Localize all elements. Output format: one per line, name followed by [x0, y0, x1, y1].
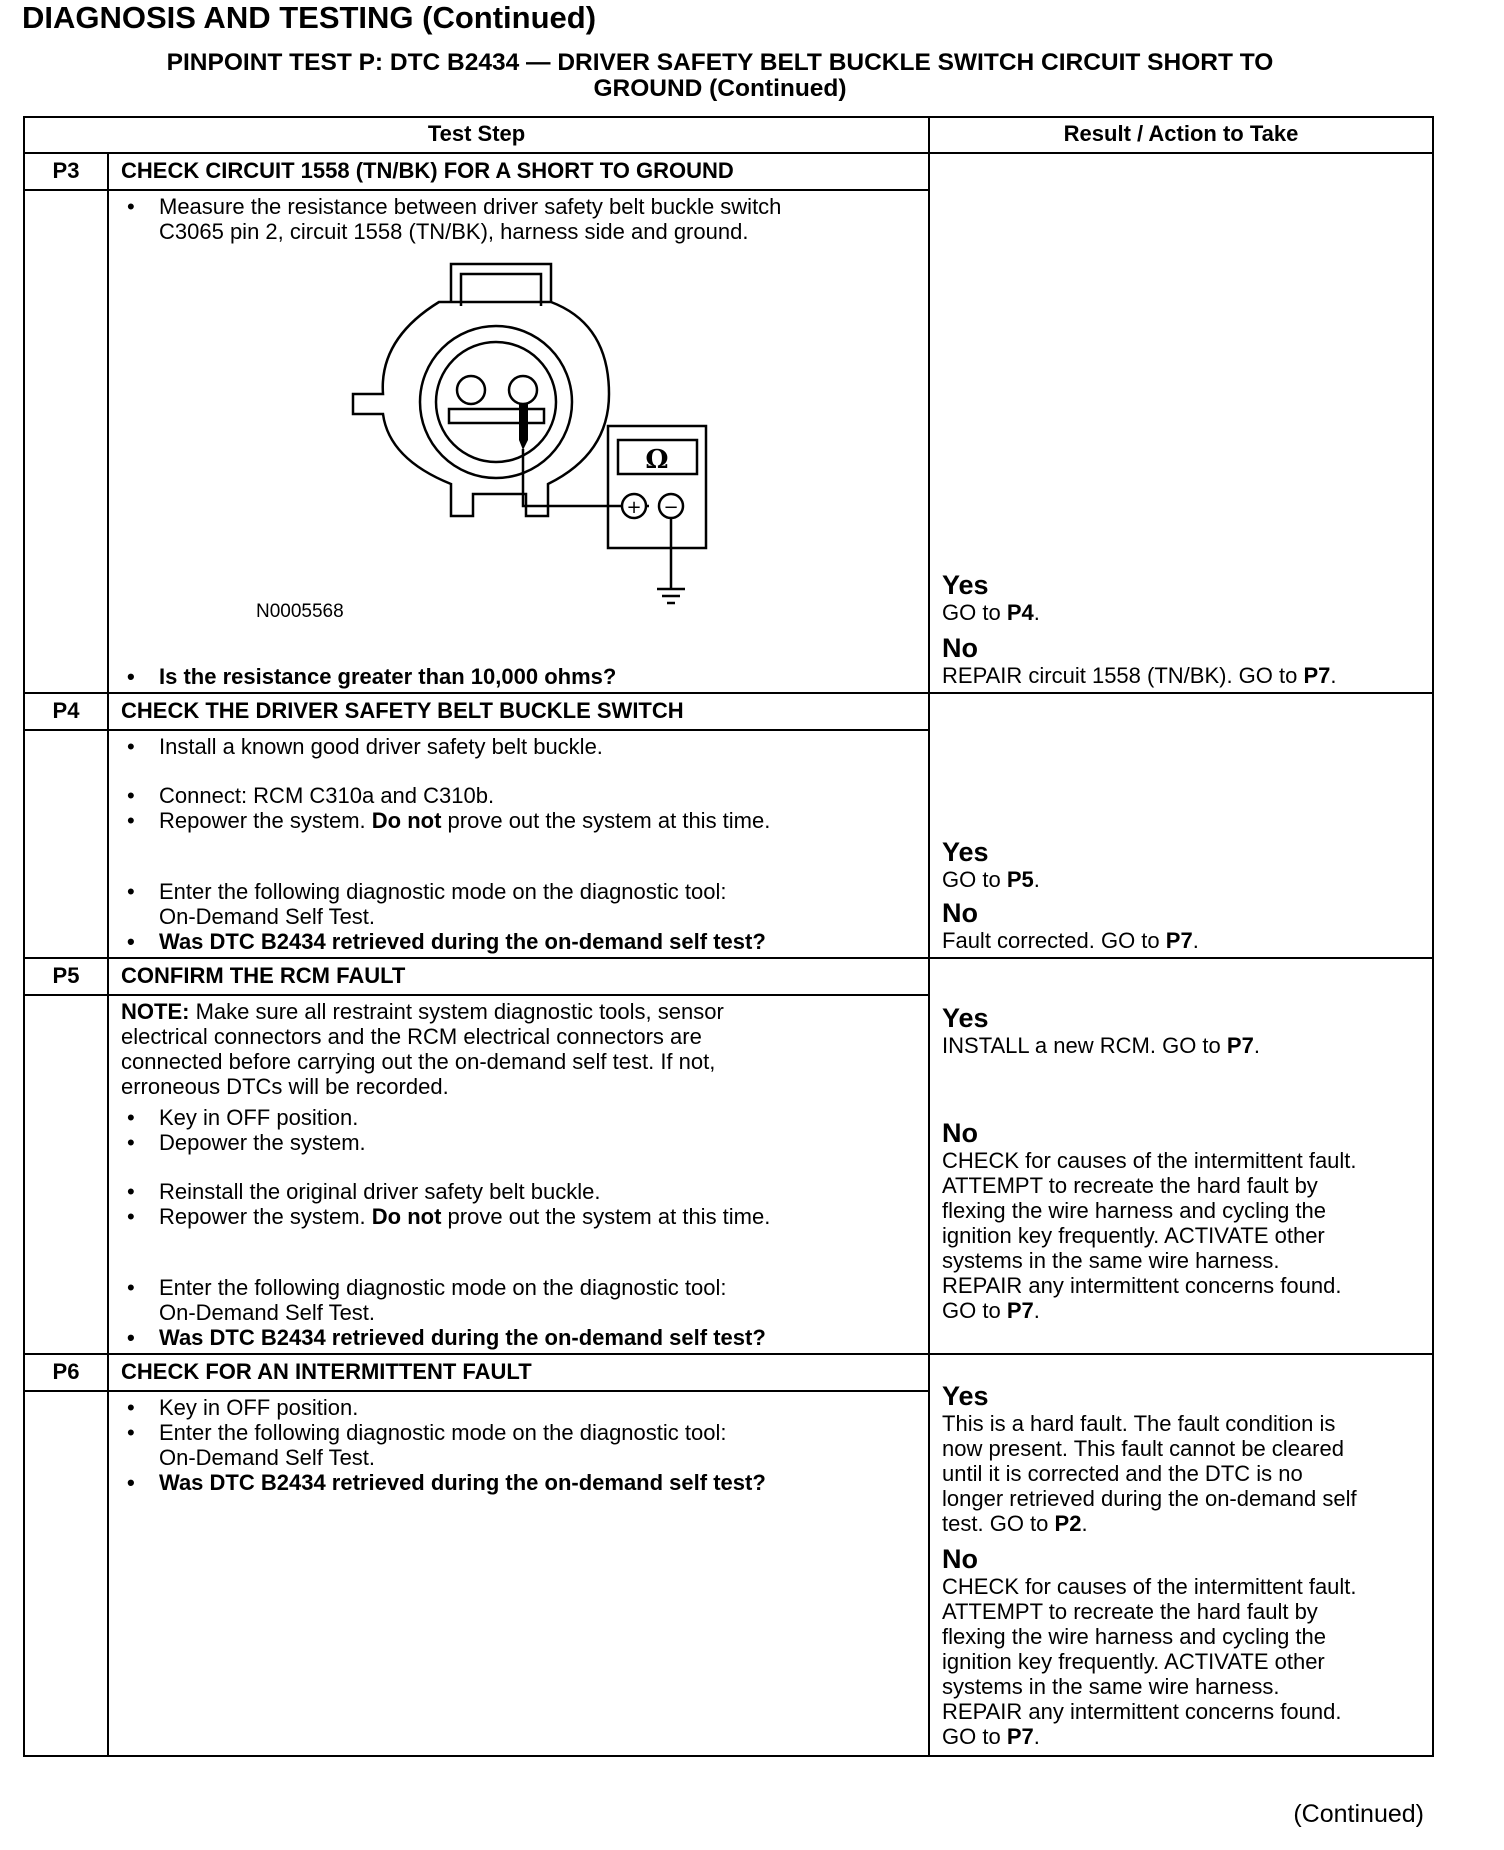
no-label: No: [942, 1544, 979, 1574]
step-title-p4: CHECK THE DRIVER SAFETY BELT BUCKLE SWITCH: [108, 693, 929, 730]
question: • Was DTC B2434 retrieved during the on-demand self test?: [121, 929, 920, 954]
yes-label: Yes: [942, 837, 989, 867]
connector-diagram-svg: [121, 244, 931, 664]
yes-label: Yes: [942, 1381, 989, 1411]
yes-label: Yes: [942, 1003, 989, 1033]
test-step-header: Test Step: [24, 117, 929, 153]
list-item: • Key in OFF position.: [121, 1395, 920, 1420]
step-id-spacer: [24, 730, 108, 958]
list-item: • Key in OFF position.: [121, 1105, 920, 1130]
connector-measurement-diagram: [121, 244, 920, 664]
step-id-p5: P5: [24, 958, 108, 995]
no-action: CHECK for causes of the intermittent fault. ATTEMPT to recreate the hard fault by flexing the wire harness and cycling the ignition key frequently. ACTIVATE other systems in the same wire harness. REPAIR any intermittent concerns found. GO to P7.: [942, 1148, 1357, 1323]
list-item: • Repower the system. Do not prove out the system at this time.: [121, 808, 920, 833]
list-item: • Reinstall the original driver safety belt buckle.: [121, 1179, 920, 1204]
question: • Was DTC B2434 retrieved during the on-demand self test?: [121, 1470, 920, 1495]
list-item: • Connect: RCM C310a and C310b.: [121, 783, 920, 808]
no-label: No: [942, 633, 979, 663]
list-item: • Enter the following diagnostic mode on the diagnostic tool: On-Demand Self Test.: [121, 1420, 920, 1470]
table-header-row: [24, 117, 1433, 153]
result-p4: [929, 693, 1433, 958]
step-title-p3: CHECK CIRCUIT 1558 (TN/BK) FOR A SHORT TO GROUND: [108, 153, 929, 190]
list-item: • Repower the system. Do not prove out the system at this time.: [121, 1204, 920, 1229]
yes-action: GO to P4.: [942, 600, 1040, 625]
no-label: No: [942, 1118, 979, 1148]
step-p6-header-row: [24, 1354, 1433, 1391]
yes-action: GO to P5.: [942, 867, 1040, 892]
step-id-p3: P3: [24, 153, 108, 190]
no-action: Fault corrected. GO to P7.: [942, 928, 1199, 953]
note: NOTE: Make sure all restraint system diagnostic tools, sensor electrical connectors and the RCM electrical connectors are connected before carrying out the on-demand self test. If not, erroneous DTCs will be recorded.: [121, 999, 724, 1099]
no-action: CHECK for causes of the intermittent fault. ATTEMPT to recreate the hard fault by flexing the wire harness and cycling the ignition key frequently. ACTIVATE other systems in the same wire harness. REPAIR any intermittent concerns found. GO to P7.: [942, 1574, 1357, 1749]
test-title-line2: GROUND (Continued): [593, 75, 847, 102]
list-item: • Measure the resistance between driver safety belt buckle switch C3065 pin 2, circuit 1558 (TN/BK), harness side and ground.: [121, 194, 920, 244]
step-id-p6: P6: [24, 1354, 108, 1391]
step-body-p3: [108, 190, 929, 693]
step-body-p4: [108, 730, 929, 958]
step-title-p5: CONFIRM THE RCM FAULT: [108, 958, 929, 995]
plus-terminal-icon: +: [626, 497, 642, 518]
continued-label: (Continued): [1293, 1800, 1424, 1828]
step-p5-header-row: [24, 958, 1433, 995]
result-p3: [929, 153, 1433, 693]
page-title: DIAGNOSIS AND TESTING (Continued): [22, 0, 597, 35]
list-item: • Enter the following diagnostic mode on the diagnostic tool: On-Demand Self Test.: [121, 879, 920, 929]
list-item: • Depower the system.: [121, 1130, 920, 1155]
pinpoint-test-table: [23, 116, 1434, 1757]
no-label: No: [942, 898, 979, 928]
minus-terminal-icon: −: [663, 497, 679, 518]
question: • Is the resistance greater than 10,000 ohms?: [121, 664, 920, 689]
step-p3-header-row: [24, 153, 1433, 190]
step-id-p4: P4: [24, 693, 108, 730]
step-title-p6: CHECK FOR AN INTERMITTENT FAULT: [108, 1354, 929, 1391]
yes-action: INSTALL a new RCM. GO to P7.: [942, 1033, 1260, 1058]
step-id-spacer: [24, 995, 108, 1354]
step-id-spacer: [24, 1391, 108, 1756]
pinpoint-test-title: [60, 50, 1380, 102]
result-p6: [929, 1354, 1433, 1756]
result-header: Result / Action to Take: [929, 117, 1433, 153]
ground-symbol-icon: [657, 589, 685, 603]
yes-action: This is a hard fault. The fault condition is now present. This fault cannot be cleared until it is corrected and the DTC is no longer retrieved during the on-demand self test. GO to P2.: [942, 1411, 1357, 1536]
list-item: • Enter the following diagnostic mode on the diagnostic tool: On-Demand Self Test.: [121, 1275, 920, 1325]
list-item: • Install a known good driver safety belt buckle.: [121, 734, 920, 759]
step-body-p6: [108, 1391, 929, 1756]
test-title-line1: PINPOINT TEST P: DTC B2434 — DRIVER SAFETY BELT BUCKLE SWITCH CIRCUIT SHORT TO: [166, 49, 1274, 76]
question: • Was DTC B2434 retrieved during the on-demand self test?: [121, 1325, 920, 1350]
result-p5: [929, 958, 1433, 1354]
step-p4-header-row: [24, 693, 1433, 730]
no-action: REPAIR circuit 1558 (TN/BK). GO to P7.: [942, 663, 1337, 688]
figure-id: N0005568: [256, 601, 344, 622]
ohm-symbol: Ω: [645, 445, 669, 475]
yes-label: Yes: [942, 570, 989, 600]
step-id-spacer: [24, 190, 108, 693]
step-body-p5: [108, 995, 929, 1354]
